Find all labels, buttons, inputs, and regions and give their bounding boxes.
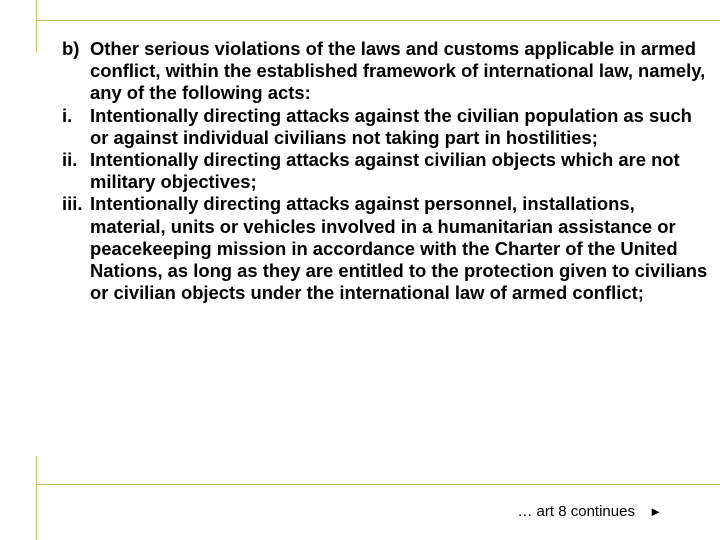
list-item-text: Intentionally directing attacks against the civilian population as such or against individual civilians not taking part in hostilities; bbox=[90, 104, 692, 148]
bottom-vertical-rule bbox=[36, 456, 37, 540]
top-vertical-rule bbox=[36, 0, 37, 52]
top-horizontal-rule bbox=[36, 20, 720, 21]
continue-link[interactable] bbox=[517, 502, 662, 522]
list-item-i bbox=[62, 105, 708, 149]
list-marker: i. bbox=[62, 104, 73, 126]
list-marker: iii. bbox=[62, 193, 83, 215]
list-item-iii bbox=[62, 193, 708, 304]
list-item-text: Intentionally directing attacks against civilian objects which are not military objectives; bbox=[90, 149, 680, 193]
play-right-icon: ► bbox=[649, 504, 662, 519]
list-marker: ii. bbox=[62, 149, 78, 171]
continue-label: … art 8 continues bbox=[517, 503, 635, 520]
article-text bbox=[62, 38, 708, 304]
list-item-text: Other serious violations of the laws and customs applicable in armed conflict, within the established framework of international law, namely, any of the following acts: bbox=[90, 38, 706, 104]
list-item-b bbox=[62, 38, 708, 105]
bottom-horizontal-rule bbox=[36, 484, 720, 485]
list-marker: b) bbox=[62, 38, 80, 59]
list-item-ii bbox=[62, 149, 708, 193]
list-item-text: Intentionally directing attacks against personnel, installations, material, units or vehicles involved in a humanitarian assistance or peacekeeping mission in accordance with the Charter of the United Nations, as long as they are entitled to the protection given to civilians or civilian objects under the international law of armed conflict; bbox=[90, 193, 708, 304]
